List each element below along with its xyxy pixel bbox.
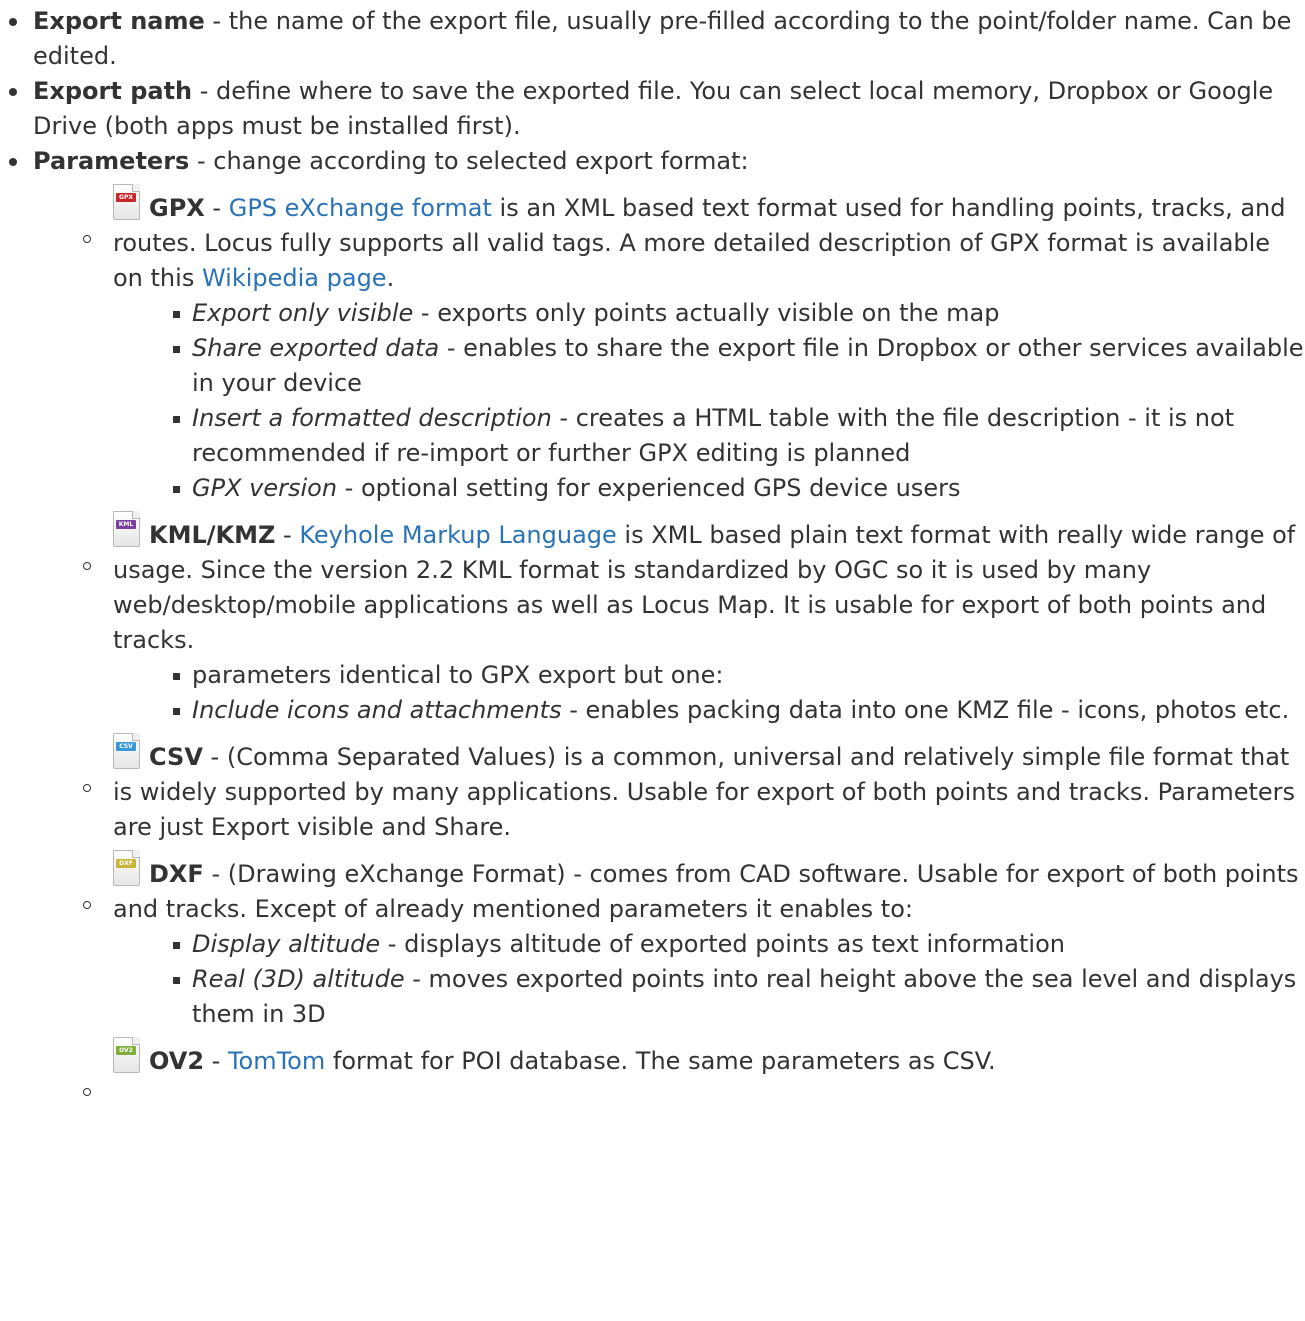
format-item-ov2: OV2 OV2 - TomTom format for POI database. The same parameters as CSV.	[33, 1032, 1305, 1079]
desc-ov2: format for POI database. The same parameters as CSV.	[325, 1047, 996, 1075]
ov2-file-icon: OV2	[113, 1037, 140, 1073]
csv-file-icon: CSV	[113, 733, 140, 769]
desc-kml: is XML based plain text format with really wide range of usage. Since the version 2.2 KML format is standardized by OGC so it is used by many web/desktop/mobile applications as well as Locus Map. It is usable for export of both points and tracks.	[113, 521, 1296, 654]
dxf-options-list	[113, 927, 1305, 1032]
link-wikipedia-page[interactable]: Wikipedia page	[201, 264, 387, 292]
desc-dxf: - (Drawing eXchange Format) - comes from CAD software. Usable for export of both points and tracks. Except of already mentioned parameters it enables to:	[113, 860, 1299, 923]
format-item-dxf	[33, 845, 1305, 1032]
gpx-options-list	[113, 296, 1305, 506]
term-export-path: Export path	[33, 77, 193, 105]
term-parameters: Parameters	[33, 147, 190, 175]
list-item-parameters	[0, 144, 1305, 1079]
option-item: Display altitude - displays altitude of exported points as text information	[113, 927, 1305, 962]
option-item: Real (3D) altitude - moves exported points into real height above the sea level and displays them in 3D	[113, 962, 1305, 1032]
link-tomtom[interactable]: TomTom	[227, 1047, 326, 1075]
option-item: GPX version - optional setting for experienced GPS device users	[113, 471, 1305, 506]
format-name-dxf: DXF	[149, 860, 204, 888]
kml-file-icon: KML	[113, 511, 140, 547]
desc-csv: - (Comma Separated Values) is a common, universal and relatively simple file format that is widely supported by many applications. Usable for export of both points and tracks. Parameters are just Export visible and Share.	[113, 743, 1296, 841]
dxf-file-icon: DXF	[113, 850, 140, 886]
list-item-export-path	[0, 74, 1305, 144]
desc-export-path: - define where to save the exported file. You can select local memory, Dropbox or Google Drive (both apps must be installed first).	[33, 77, 1274, 140]
link-keyhole-markup-language[interactable]: Keyhole Markup Language	[299, 521, 617, 549]
format-name-ov2: OV2	[149, 1047, 205, 1075]
format-list	[33, 179, 1305, 1079]
kml-options-list	[113, 658, 1305, 728]
format-item-kml: KML KML/KMZ - Keyhole Markup Language is XML based plain text format with really wide range of usage. Since the version 2.2 KML format is standardized by OGC so it is used by many web/desktop/mobile applications as well as Locus Map. It is usable for export of both points and tracks. parameters identical to GPX export but one: Include icons and attachments - enables packing data into one KMZ file - icons, photos etc.	[33, 506, 1305, 728]
format-name-kml: KML/KMZ	[149, 521, 276, 549]
format-item-csv	[33, 728, 1305, 845]
option-item: Include icons and attachments - enables packing data into one KMZ file - icons, photos etc.	[113, 693, 1305, 728]
gpx-file-icon: GPX	[113, 184, 140, 220]
export-settings-list	[0, 4, 1305, 1079]
desc-export-name: - the name of the export file, usually pre-filled according to the point/folder name. Can be edited.	[33, 7, 1292, 70]
desc-parameters: - change according to selected export format:	[189, 147, 749, 175]
option-item: Insert a formatted description - creates a HTML table with the file description - it is not recommended if re-import or further GPX editing is planned	[113, 401, 1305, 471]
list-item-export-name	[0, 4, 1305, 74]
option-item: parameters identical to GPX export but one:	[113, 658, 1305, 693]
option-item: Export only visible - exports only points actually visible on the map	[113, 296, 1305, 331]
link-gps-exchange-format[interactable]: GPS eXchange format	[228, 194, 492, 222]
term-export-name: Export name	[33, 7, 205, 35]
format-name-gpx: GPX	[149, 194, 205, 222]
format-item-gpx: GPX GPX - GPS eXchange format is an XML based text format used for handling points, tracks, and routes. Locus fully supports all valid tags. A more detailed description of GPX format is available on this Wikipedia page. Export only visible - exports only points actually visible on the map Share exported data - enables to share the export file in Dropbox or other services available in your device Insert a formatted description - creates a HTML table with the file description - it is not recommended if re-import or further GPX editing is planned GPX version - optional setting for experienced GPS device users	[33, 179, 1305, 506]
option-item: Share exported data - enables to share the export file in Dropbox or other services available in your device	[113, 331, 1305, 401]
format-name-csv: CSV	[149, 743, 203, 771]
desc-gpx: is an XML based text format used for handling points, tracks, and routes. Locus fully supports all valid tags. A more detailed description of GPX format is available on this	[113, 194, 1286, 292]
